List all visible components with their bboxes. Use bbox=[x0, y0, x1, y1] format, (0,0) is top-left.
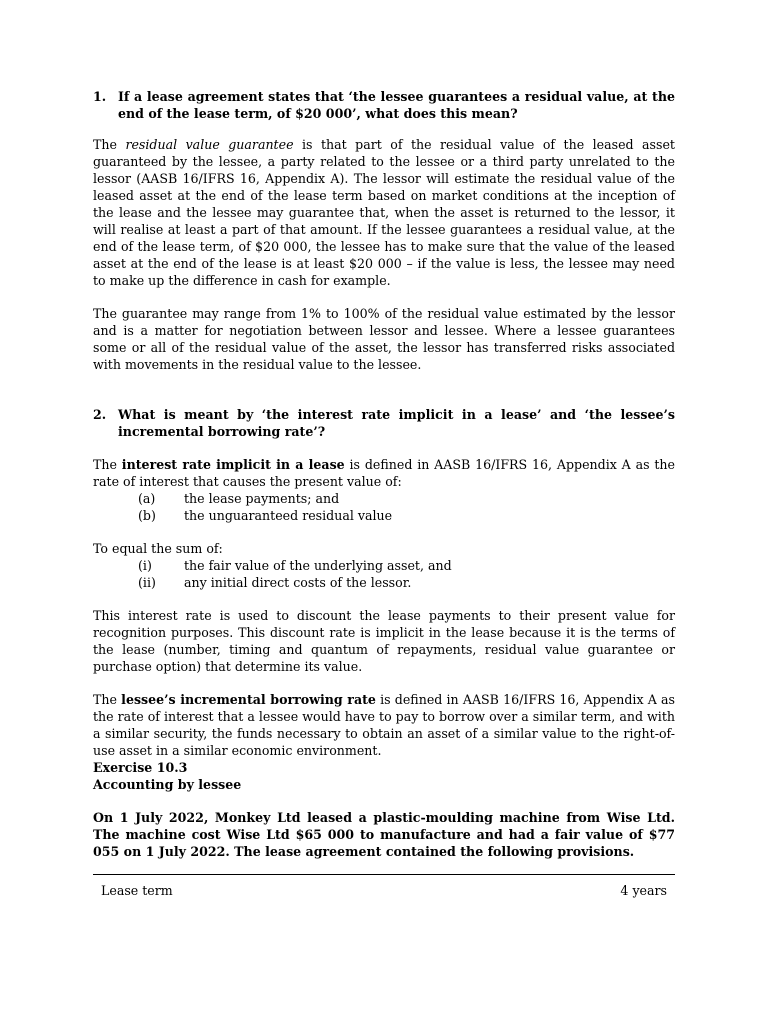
incremental-borrowing-rate-term: lessee’s incremental borrowing rate bbox=[121, 692, 376, 707]
table-row-label: Lease term bbox=[101, 883, 173, 898]
q2-paragraph-3 bbox=[93, 691, 675, 759]
q2-p1-body: is defined in AASB 16/IFRS 16, Appendix A as the rate of interest that causes the present value of: bbox=[93, 457, 675, 489]
question-1-number: 1. bbox=[93, 89, 107, 104]
question-2-number: 2. bbox=[93, 407, 107, 422]
question-1-text: If a lease agreement states that ‘the lessee guarantees a residual value, at the end of the lease term, of $20 000’, what does this mean? bbox=[118, 89, 675, 121]
question-2-text: What is meant by ‘the interest rate implicit in a lease’ and ‘the lessee’s incremental borrowing rate’? bbox=[118, 407, 675, 439]
list-text: any initial direct costs of the lessor. bbox=[184, 575, 412, 590]
equal-intro: To equal the sum of: bbox=[93, 541, 223, 556]
q2-p3-lead: The bbox=[93, 692, 122, 707]
list-text: the unguaranteed residual value bbox=[184, 508, 393, 523]
q1-p1-lead: The bbox=[93, 137, 126, 152]
exercise-subtitle: Accounting by lessee bbox=[93, 777, 242, 792]
list-marker: (ii) bbox=[138, 575, 156, 590]
present-value-list bbox=[93, 490, 675, 524]
list-text: the lease payments; and bbox=[184, 491, 340, 506]
q2-p3-body: is defined in AASB 16/IFRS 16, Appendix A as the rate of interest that a lessee would have to pay to borrow over a similar term, and with a similar security, the funds necessary to obtain an asset of a similar value to the right-of-use asset in a similar economic environment. bbox=[93, 692, 675, 758]
q2-paragraph-2: This interest rate is used to discount the lease payments to their present value for recognition purposes. This discount rate is implicit in the lease because it is the terms of the lease (number, timing and quantum of repayments, residual value guarantee or purchase option) that determine its value. bbox=[93, 608, 675, 674]
question-2 bbox=[93, 406, 675, 440]
residual-value-guarantee-term: residual value guarantee bbox=[125, 137, 294, 152]
document-page bbox=[93, 88, 675, 899]
list-marker: (b) bbox=[138, 508, 156, 523]
list-marker: (i) bbox=[138, 558, 152, 573]
exercise-intro: On 1 July 2022, Monkey Ltd leased a plastic-moulding machine from Wise Ltd. The machine cost Wise Ltd $65 000 to manufacture and had a fair value of $77 055 on 1 July 2022. The lease agreement contained the following provisions. bbox=[93, 810, 675, 859]
list-item bbox=[93, 490, 675, 507]
list-marker: (a) bbox=[138, 491, 156, 506]
table-row bbox=[93, 875, 675, 899]
q1-paragraph-1 bbox=[93, 136, 675, 289]
q1-paragraph-2: The guarantee may range from 1% to 100% of the residual value estimated by the lessor and is a matter for negotiation between lessor and lessee. Where a lessee guarantees some or all of the residual value of the asset, the lessor has transferred risks associated with movements in the residual value to the lessee. bbox=[93, 306, 675, 372]
sum-of-list bbox=[93, 557, 675, 591]
q2-p1-lead: The bbox=[93, 457, 122, 472]
list-item bbox=[93, 557, 675, 574]
q1-p1-body: is that part of the residual value of the leased asset guaranteed by the lessee, a party related to the lessee or a third party unrelated to the lessor (AASB 16/IFRS 16, Appendix A). The lessor will estimate the residual value of the leased asset at the end of the lease term based on market conditions at the inception of the lease and the lessee may guarantee that, when the asset is returned to the lessor, it will realise at least a part of that amount. If the lessee guarantees a residual value, at the end of the lease term, of $20 000, the lessee has to make sure that the value of the leased asset at the end of the lease is at least $20 000 – if the value is less, the lessee may need to make up the difference in cash for example. bbox=[93, 137, 675, 288]
list-text: the fair value of the underlying asset, and bbox=[184, 558, 452, 573]
exercise-title: Exercise 10.3 bbox=[93, 760, 188, 775]
list-item bbox=[93, 507, 675, 524]
list-item bbox=[93, 574, 675, 591]
table-row-value: 4 years bbox=[620, 883, 667, 898]
q2-paragraph-1 bbox=[93, 456, 675, 490]
interest-rate-implicit-term: interest rate implicit in a lease bbox=[121, 457, 345, 472]
question-1 bbox=[93, 88, 675, 122]
